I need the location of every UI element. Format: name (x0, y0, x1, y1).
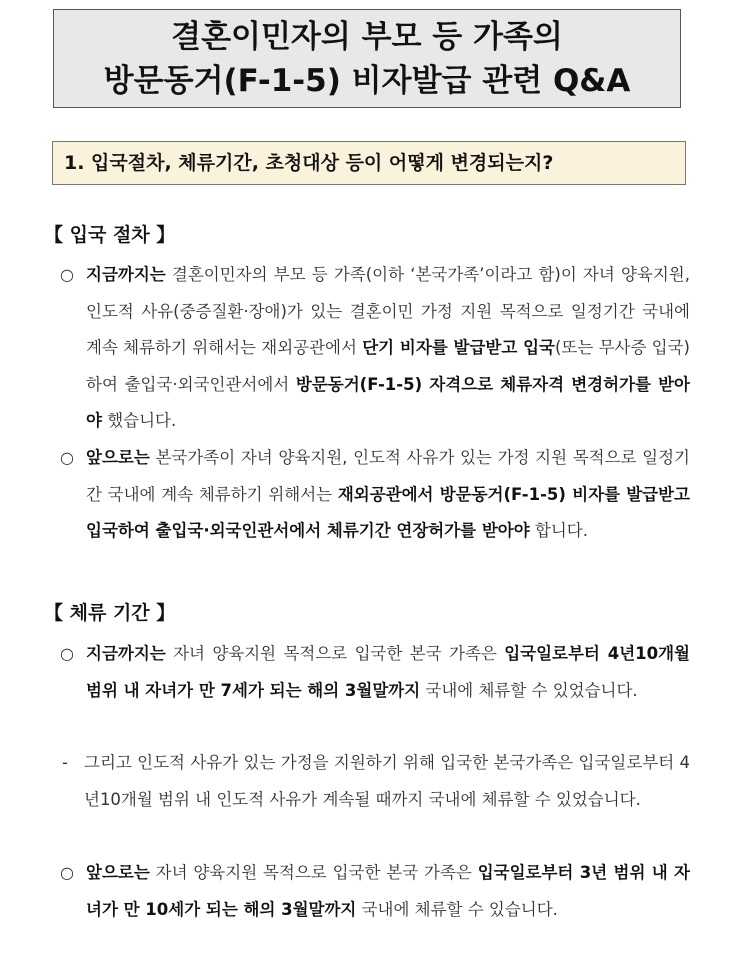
stay-sub-paragraph (62, 745, 690, 818)
bold-text: 입국일로부터 3년 범위 내 자녀가 만 10세가 되는 해의 3월말까지 (86, 863, 690, 919)
paragraph-body (86, 636, 690, 709)
body-text: 결혼이민자의 부모 등 가족(이하 ‘본국가족’이라고 함)이 자녀 양육지원, 인도적 사유(중증질환·장애)가 있는 결혼이민 가정 지원 목적으로 일정기간 국내에 계속 체류하기 위해서는 재외공관에서 (86, 265, 690, 357)
entry-paragraph-current (60, 257, 690, 440)
stay-period-heading: 【 체류 기간 】 (44, 602, 176, 624)
body-text: (또는 무사증 입국)하여 출입국·외국인관서에서 (86, 338, 690, 394)
entry-paragraph-future (60, 440, 690, 550)
bold-text: 재외공관에서 방문동거(F-1-5) 비자를 발급받고 입국하여 출입국·외국인관서에서 체류기간 연장허가를 받아야 (86, 484, 690, 540)
paragraph-body (86, 257, 690, 440)
title-line-1: 결혼이민자의 부모 등 가족의 (171, 19, 563, 55)
body-text: 합니다. (529, 521, 588, 540)
body-text: 자녀 양육지원 목적으로 입국한 본국 가족은 (165, 644, 505, 663)
body-text: 본국가족이 자녀 양육지원, 인도적 사유가 있는 가정 지원 목적으로 일정기간 국내에 계속 체류하기 위해서는 (86, 448, 690, 504)
question-1-box: 1. 입국절차, 체류기간, 초청대상 등이 어떻게 변경되는지? (52, 141, 686, 185)
circle-bullet-icon: ○ (60, 448, 74, 467)
bold-text: 방문동거(F-1-5) 자격으로 체류자격 변경허가를 받아야 (86, 374, 690, 430)
body-text: 했습니다. (101, 411, 177, 430)
paragraph-body (86, 440, 690, 550)
dash-bullet: - (62, 753, 68, 772)
body-text: 국내에 체류할 수 있었습니다. (420, 680, 638, 700)
entry-procedure-heading: 【 입국 절차 】 (44, 224, 176, 246)
body-text: 국내에 체류할 수 있습니다. (356, 899, 558, 919)
circle-bullet-icon: ○ (60, 863, 74, 882)
body-text: 자녀 양육지원 목적으로 입국한 본국 가족은 (149, 863, 478, 882)
lead-text: 지금까지는 (86, 265, 166, 284)
lead-text: 앞으로는 (86, 863, 150, 882)
lead-text: 지금까지는 (86, 644, 166, 663)
bold-text: 단기 비자를 발급받고 입국 (362, 338, 555, 357)
circle-bullet-icon: ○ (60, 644, 74, 663)
circle-bullet-icon: ○ (60, 265, 74, 284)
lead-text: 앞으로는 (86, 448, 150, 467)
paragraph-body (86, 855, 690, 928)
stay-paragraph-current (60, 636, 690, 709)
title-line-2: 방문동거(F-1-5) 비자발급 관련 Q&A (103, 63, 631, 99)
bold-text: 입국일로부터 4년10개월 범위 내 자녀가 만 7세가 되는 해의 3월말까지 (86, 644, 691, 700)
document-title-box (53, 9, 681, 108)
stay-paragraph-future (60, 855, 690, 928)
sub-body-text: 그리고 인도적 사유가 있는 가정을 지원하기 위해 입국한 본국가족은 입국일로부터 4년10개월 범위 내 인도적 사유가 계속될 때까지 국내에 체류할 수 있었습니다. (84, 753, 690, 809)
